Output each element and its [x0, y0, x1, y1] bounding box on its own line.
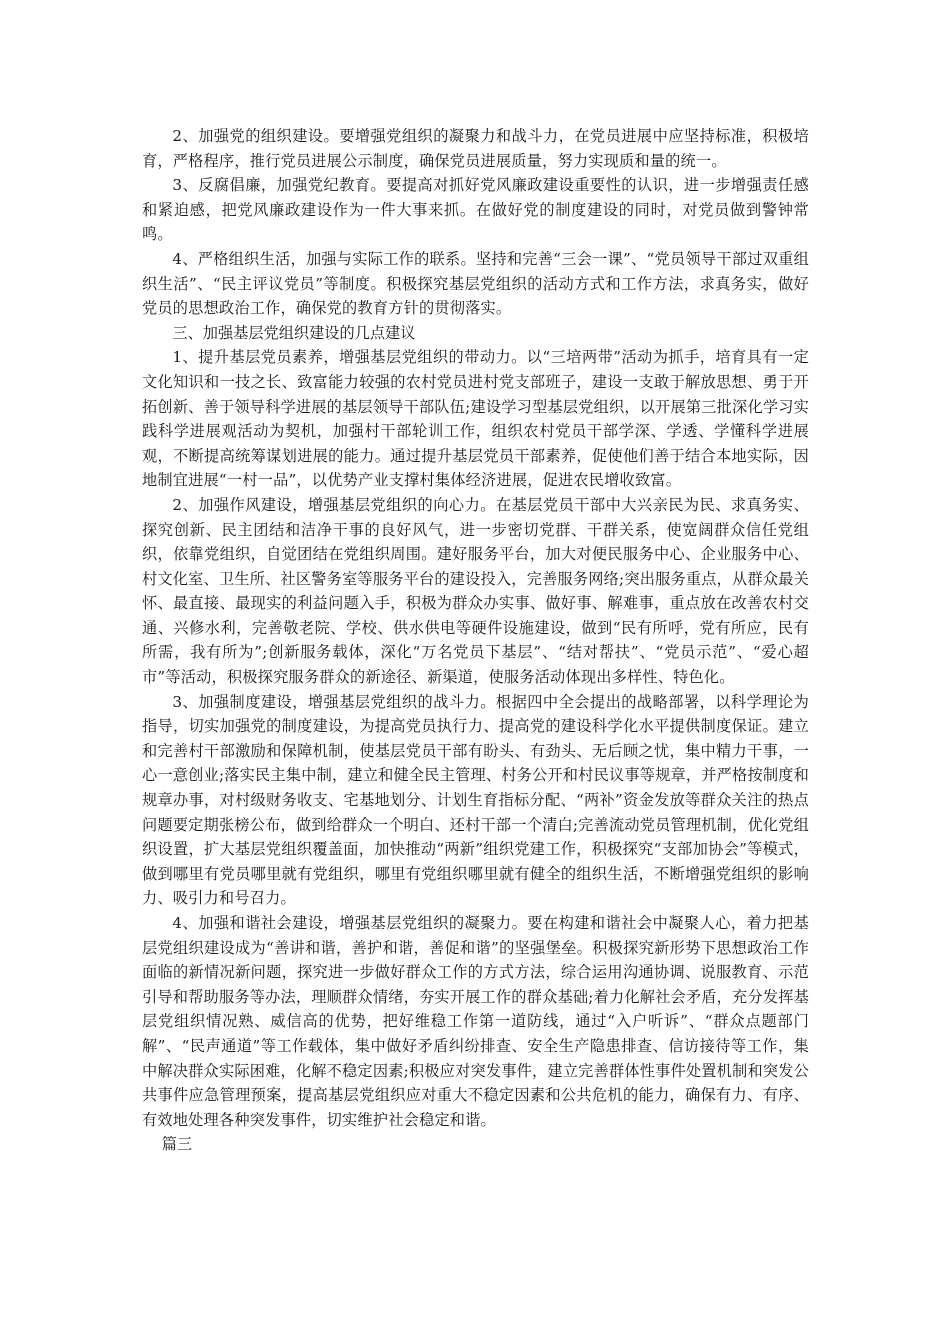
paragraph-party-organization: 2、加强党的组织建设。要增强党组织的凝聚力和战斗力，在党员进展中应坚持标准，积极培育，严格程序，推行党员进展公示制度，确保党员进展质量，努力实现质和量的统一。: [142, 127, 809, 170]
paragraph-anti-corruption: 3、反腐倡廉，加强党纪教育。要提高对抓好党风廉政建设重要性的认识，进一步增强责任感和紧迫感，把党风廉政建设作为一件大事来抓。在做好党的制度建设的同时，对党员做到警钟常鸣。: [142, 176, 809, 244]
paragraph-member-quality: 1、提升基层党员素养，增强基层党组织的带动力。以“三培两带”活动为抓手，培育具有一定文化知识和一技之长、致富能力较强的农村党员进村党支部班子，建设一支敢于解放思想、勇于开拓创新、善于领导科学进展的基层领导干部队伍;建设学习型基层党组织，以开展第三批深化学习实践科学进展观活动为契机，加强村干部轮训工作，组织农村党员干部学深、学透、学懂科学进展观，不断提高统筹谋划进展的能力。通过提升基层党员干部素养，促使他们善于结合本地实际，因地制宜进展“一村一品”，以优势产业支撑村集体经济进展，促进农民增收致富。: [142, 348, 809, 490]
document-page: [142, 124, 809, 1157]
paragraph-harmonious-society: 4、加强和谐社会建设，增强基层党组织的凝聚力。要在构建和谐社会中凝聚人心，着力把基层党组织建设成为“善讲和谐，善护和谐，善促和谐”的坚强堡垒。积极探究新形势下思想政治工作面临的新情况新问题，探究进一步做好群众工作的方式方法，综合运用沟通协调、说服教育、示范引导和帮助服务等办法，理顺群众情绪，夯实开展工作的群众基础;着力化解社会矛盾，充分发挥基层党组织情况熟、威信高的优势，把好维稳工作第一道防线，通过“入户听诉”、“群众点题部门解”、“民声通道”等工作载体，集中做好矛盾纠纷排查、安全生产隐患排查、信访接待等工作，集中解决群众实际困难，化解不稳定因素;积极应对突发事件，建立完善群体性事件处置机制和突发公共事件应急管理预案，提高基层党组织应对重大不稳定因素和公共危机的能力，确保有力、有序、有效地处理各种突发事件，切实维护社会稳定和谐。: [142, 914, 809, 1129]
paragraph-system-building: 3、加强制度建设，增强基层党组织的战斗力。根据四中全会提出的战略部署，以科学理论为指导，切实加强党的制度建设，为提高党员执行力、提高党的建设科学化水平提供制度保证。建立和完善村干部激励和保障机制，使基层党员干部有盼头、有劲头、无后顾之忧，集中精力干事，一心一意创业;落实民主集中制，建立和健全民主管理、村务公开和村民议事等规章，并严格按制度和规章办事，对村级财务收支、宅基地划分、计划生育指标分配、“两补”资金发放等群众关注的热点问题要定期张榜公布，做到给群众一个明白、还村干部一个清白;完善流动党员管理机制，优化党组织设置，扩大基层党组织覆盖面，加快推动“两新”组织党建工作，积极探究“支部加协会”等模式，做到哪里有党员哪里就有党组织，哪里有党组织哪里就有健全的组织生活，不断增强党组织的影响力、吸引力和号召力。: [142, 692, 809, 908]
paragraph-organization-life: 4、严格组织生活，加强与实际工作的联系。坚持和完善“三会一课”、“党员领导干部过双重组织生活”、“民主评议党员”等制度。积极探究基层党组织的活动方式和工作方法，求真务实，做好党员的思想政治工作，确保党的教育方针的贯彻落实。: [142, 249, 809, 318]
next-section-label: 篇三: [161, 1135, 193, 1154]
section-heading: 三、加强基层党组织建设的几点建议: [172, 323, 416, 342]
paragraph-work-style: 2、加强作风建设，增强基层党组织的向心力。在基层党员干部中大兴亲民为民、求真务实、探究创新、民主团结和洁净干事的良好风气，进一步密切党群、干群关系，使宽阔群众信任党组织，依靠党组织，自觉团结在党组织周围。建好服务平台，加大对便民服务中心、企业服务中心、村文化室、卫生所、社区警务室等服务平台的建设投入，完善服务网络;突出服务重点，从群众最关怀、最直接、最现实的利益问题入手，积极为群众办实事、做好事、解难事，重点放在改善农村交通、兴修水利，完善敬老院、学校、供水供电等硬件设施建设，做到“民有所呼，党有所应，民有所需，我有所为”;创新服务载体，深化“万名党员下基层”、“结对帮扶”、“党员示范”、“爱心超市”等活动，积极探究服务群众的新途径、新渠道，使服务活动体现出多样性、特色化。: [142, 495, 809, 687]
